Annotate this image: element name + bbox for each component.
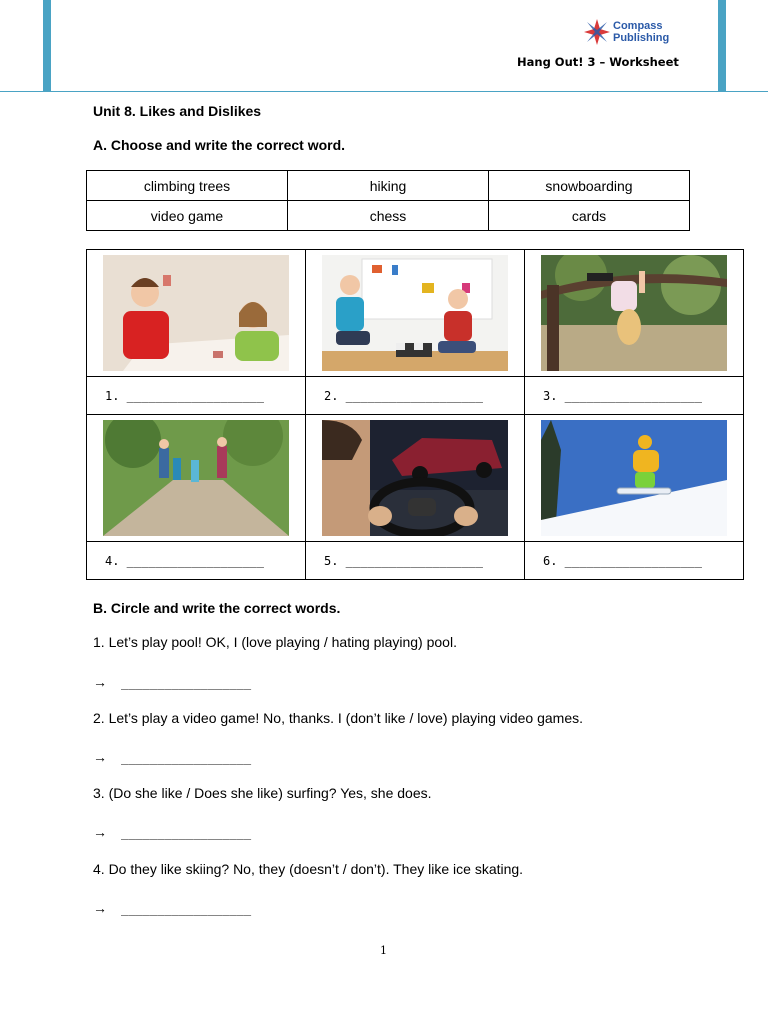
answer-blank-6[interactable]: 6. ___________________ bbox=[525, 542, 744, 580]
logo-line1: Compass bbox=[613, 20, 663, 32]
arrow-icon: → bbox=[93, 749, 107, 765]
answer-blank[interactable]: __________________ bbox=[121, 826, 252, 840]
answer-blank[interactable]: __________________ bbox=[121, 902, 252, 916]
worksheet-title: Hang Out! 3 – Worksheet bbox=[517, 55, 679, 69]
question-4: 4. Do they like skiing? No, they (doesn’t / don’t). They like ice skating. bbox=[93, 861, 524, 877]
kids-playing-chess-photo bbox=[322, 255, 508, 371]
picture-table bbox=[86, 249, 744, 580]
header-left-bar bbox=[43, 0, 51, 92]
answer-blank-2[interactable]: 2. ___________________ bbox=[306, 377, 525, 415]
arrow-icon: → bbox=[93, 824, 107, 840]
word-cell: snowboarding bbox=[489, 171, 690, 201]
header-right-bar bbox=[718, 0, 726, 92]
kids-playing-cards-photo bbox=[103, 255, 289, 371]
logo-line2: Publishing bbox=[613, 32, 670, 44]
word-cell: chess bbox=[288, 201, 489, 231]
word-cell: cards bbox=[489, 201, 690, 231]
picture-cell bbox=[87, 415, 306, 542]
answer-blank-3[interactable]: 3. ___________________ bbox=[525, 377, 744, 415]
logo-text bbox=[613, 20, 669, 44]
answer-blank-5[interactable]: 5. ___________________ bbox=[306, 542, 525, 580]
answer-line-4[interactable] bbox=[93, 900, 251, 916]
picture-cell bbox=[525, 415, 744, 542]
family-hiking-photo bbox=[103, 420, 289, 536]
answer-blank-4[interactable]: 4. ___________________ bbox=[87, 542, 306, 580]
picture-row bbox=[87, 250, 744, 377]
answer-line-3[interactable] bbox=[93, 824, 251, 840]
answer-blank-1[interactable]: 1. ___________________ bbox=[87, 377, 306, 415]
answer-row bbox=[87, 377, 744, 415]
picture-cell bbox=[306, 415, 525, 542]
answer-blank[interactable]: __________________ bbox=[121, 751, 252, 765]
section-b-heading: B. Circle and write the correct words. bbox=[93, 600, 341, 616]
question-3: 3. (Do she like / Does she like) surfing? Yes, she does. bbox=[93, 785, 432, 801]
word-bank-table bbox=[86, 170, 690, 231]
answer-blank[interactable]: __________________ bbox=[121, 676, 252, 690]
unit-title: Unit 8. Likes and Dislikes bbox=[93, 103, 262, 119]
compass-star-icon bbox=[583, 18, 611, 46]
picture-cell bbox=[87, 250, 306, 377]
picture-cell bbox=[306, 250, 525, 377]
arrow-icon: → bbox=[93, 674, 107, 690]
word-cell: video game bbox=[87, 201, 288, 231]
driving-video-game-photo bbox=[322, 420, 508, 536]
question-1: 1. Let’s play pool! OK, I (love playing / hating playing) pool. bbox=[93, 634, 457, 650]
question-2: 2. Let’s play a video game! No, thanks. I (don’t like / love) playing video games. bbox=[93, 710, 584, 726]
answer-line-2[interactable] bbox=[93, 749, 251, 765]
snowboarder-photo bbox=[541, 420, 727, 536]
answer-line-1[interactable] bbox=[93, 674, 251, 690]
arrow-icon: → bbox=[93, 900, 107, 916]
page-number: 1 bbox=[380, 944, 387, 957]
word-bank-row bbox=[87, 171, 690, 201]
picture-row bbox=[87, 415, 744, 542]
girl-climbing-tree-photo bbox=[541, 255, 727, 371]
answer-row bbox=[87, 542, 744, 580]
word-cell: hiking bbox=[288, 171, 489, 201]
word-bank-row bbox=[87, 201, 690, 231]
header-rule bbox=[0, 91, 768, 92]
picture-cell bbox=[525, 250, 744, 377]
section-a-heading: A. Choose and write the correct word. bbox=[93, 137, 346, 153]
compass-publishing-logo bbox=[583, 18, 693, 48]
word-cell: climbing trees bbox=[87, 171, 288, 201]
